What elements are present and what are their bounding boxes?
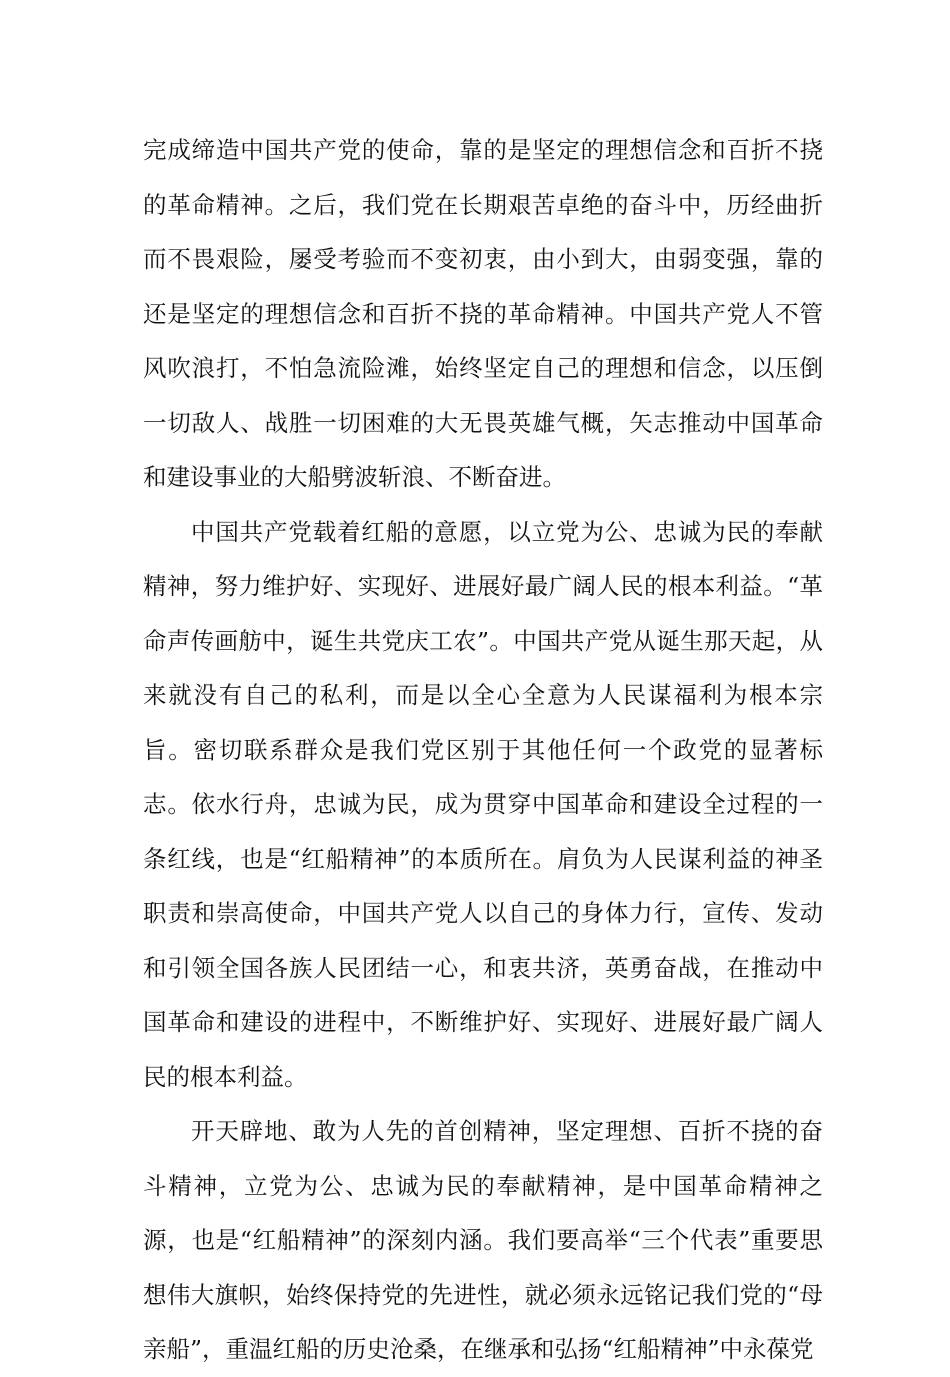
paragraph-3: 开天辟地、敢为人先的首创精神，坚定理想、百折不挠的奋斗精神，立党为公、忠诚为民的奉献精神，是中国革命精神之源，也是“红船精神”的深刻内涵。我们要高举“三个代表”重要思想伟大旗帜，始终保持党的先进性，就必须永远铭记我们党的“母亲船”，重温红船的历史沧桑，在继承和弘扬“红船精神”中永葆党 [143,1117,823,1363]
paragraph-1: 完成缔造中国共产党的使命，靠的是坚定的理想信念和百折不挠的革命精神。之后，我们党在长期艰苦卓绝的奋斗中，历经曲折而不畏艰险，屡受考验而不变初衷，由小到大，由弱变强，靠的还是坚定的理想信念和百折不挠的革命精神。中国共产党人不管风吹浪打，不怕急流险滩，始终坚定自己的理想和信念，以压倒一切敌人、战胜一切困难的大无畏英雄气概，矢志推动中国革命和建设事业的大船劈波斩浪、不断奋进。 [143,136,823,491]
paragraph-2: 中国共产党载着红船的意愿，以立党为公、忠诚为民的奉献精神，努力维护好、实现好、进展好最广阔人民的根本利益。“革命声传画舫中，诞生共党庆工农”。中国共产党从诞生那天起，从来就没有自己的私利，而是以全心全意为人民谋福利为根本宗旨。密切联系群众是我们党区别于其他任何一个政党的显著标志。依水行舟，忠诚为民，成为贯穿中国革命和建设全过程的一条红线，也是“红船精神”的本质所在。肩负为人民谋利益的神圣职责和崇高使命，中国共产党人以自己的身体力行，宣传、发动和引领全国各族人民团结一心，和衷共济，英勇奋战，在推动中国革命和建设的进程中，不断维护好、实现好、进展好最广阔人民的根本利益。 [143,517,823,1091]
document-body [143,123,823,1377]
